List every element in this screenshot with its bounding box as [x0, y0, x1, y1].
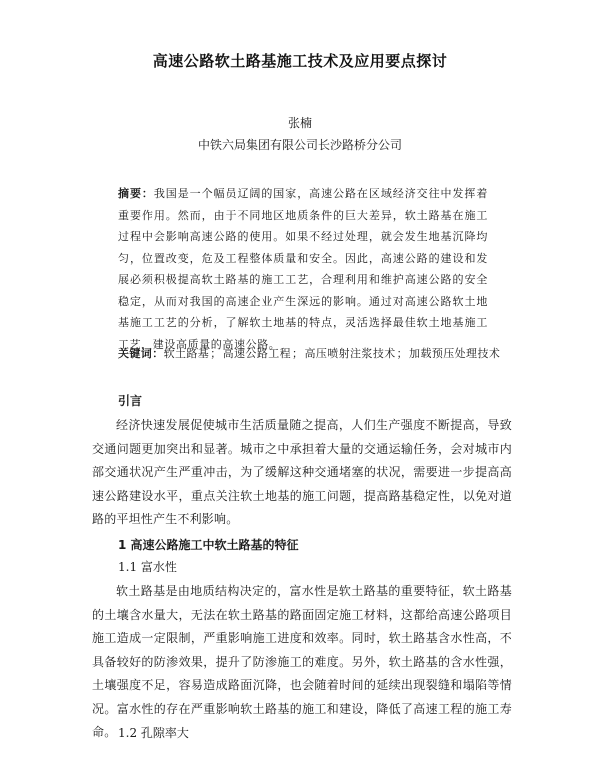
author-affiliation: 中铁六局集团有限公司长沙路桥分公司	[197, 138, 402, 152]
intro-paragraph: 经济快速发展促使城市生活质量随之提高，人们生产强度不断提高，导致交通问题更加突出和显著。城市之中承担着大量的交通运输任务，会对城市内部交通状况产生严重冲击，为了缓解这种交通堵塞的状况，需要进一步提高高速公路建设水平，重点关注软土地基的施工问题，提高路基稳定性，以免对道路的平坦性产生不利影响。	[92, 418, 512, 526]
keywords-label: 关键词：	[118, 347, 164, 360]
abstract-text: 我国是一个幅员辽阔的国家，高速公路在区域经济交往中发挥着重要作用。然而，由于不同地区地质条件的巨大差异，软土路基在施工过程中会影响高速公路的使用。如果不经过处理，就会发生地基沉降均匀，位置改变，危及工程整体质量和安全。因此，高速公路的建设和发展必须积极提高软土路基的施工工艺，合理利用和维护高速公路的安全稳定，从而对我国的高速企业产生深远的影响。通过对高速公路软土地基施工工艺的分析，了解软土地基的特点，灵活选择最佳软土地基施工工艺，建设高质量的高速公路。	[118, 187, 488, 351]
keyword-item: 软土路基	[163, 347, 210, 360]
section-1-heading: 1 高速公路施工中软土路基的特征	[118, 538, 299, 552]
keyword-separator: ；	[210, 347, 222, 360]
abstract-block	[118, 183, 488, 355]
keyword-item: 高压喷射注浆技术	[304, 347, 396, 360]
keyword-item: 加载预压处理技术	[409, 347, 501, 360]
section-1-1-paragraph: 软土路基是由地质结构决定的，富水性是软土路基的重要特征，软土路基的土壤含水量大，无法在软土路基的路面固定施工材料，这都给高速公路项目施工造成一定限制，严重影响施工进度和效率。同时，软土路基含水性高，不具备较好的防渗效果，提升了防渗施工的难度。另外，软土路基的含水性强，土壤强度不足，容易造成路面沉降，也会随着时间的延续出现裂缝和塌陷等情况。富水性的存在严重影响软土路基的施工和建设，降低了高速工程的施工寿命。	[92, 584, 512, 739]
keyword-separator: ；	[292, 347, 304, 360]
intro-heading: 引言	[118, 394, 143, 408]
paper-title: 高速公路软土路基施工技术及应用要点探讨	[152, 52, 448, 70]
section-1-1-heading: 1.1 富水性	[118, 560, 177, 574]
author-name: 张楠	[287, 116, 312, 130]
keywords-block	[118, 345, 501, 363]
keyword-item: 高速公路工程	[222, 347, 292, 360]
keyword-separator: ；	[396, 347, 409, 360]
section-1-2-heading: 1.2 孔隙率大	[118, 726, 189, 740]
abstract-label: 摘要：	[118, 187, 154, 200]
